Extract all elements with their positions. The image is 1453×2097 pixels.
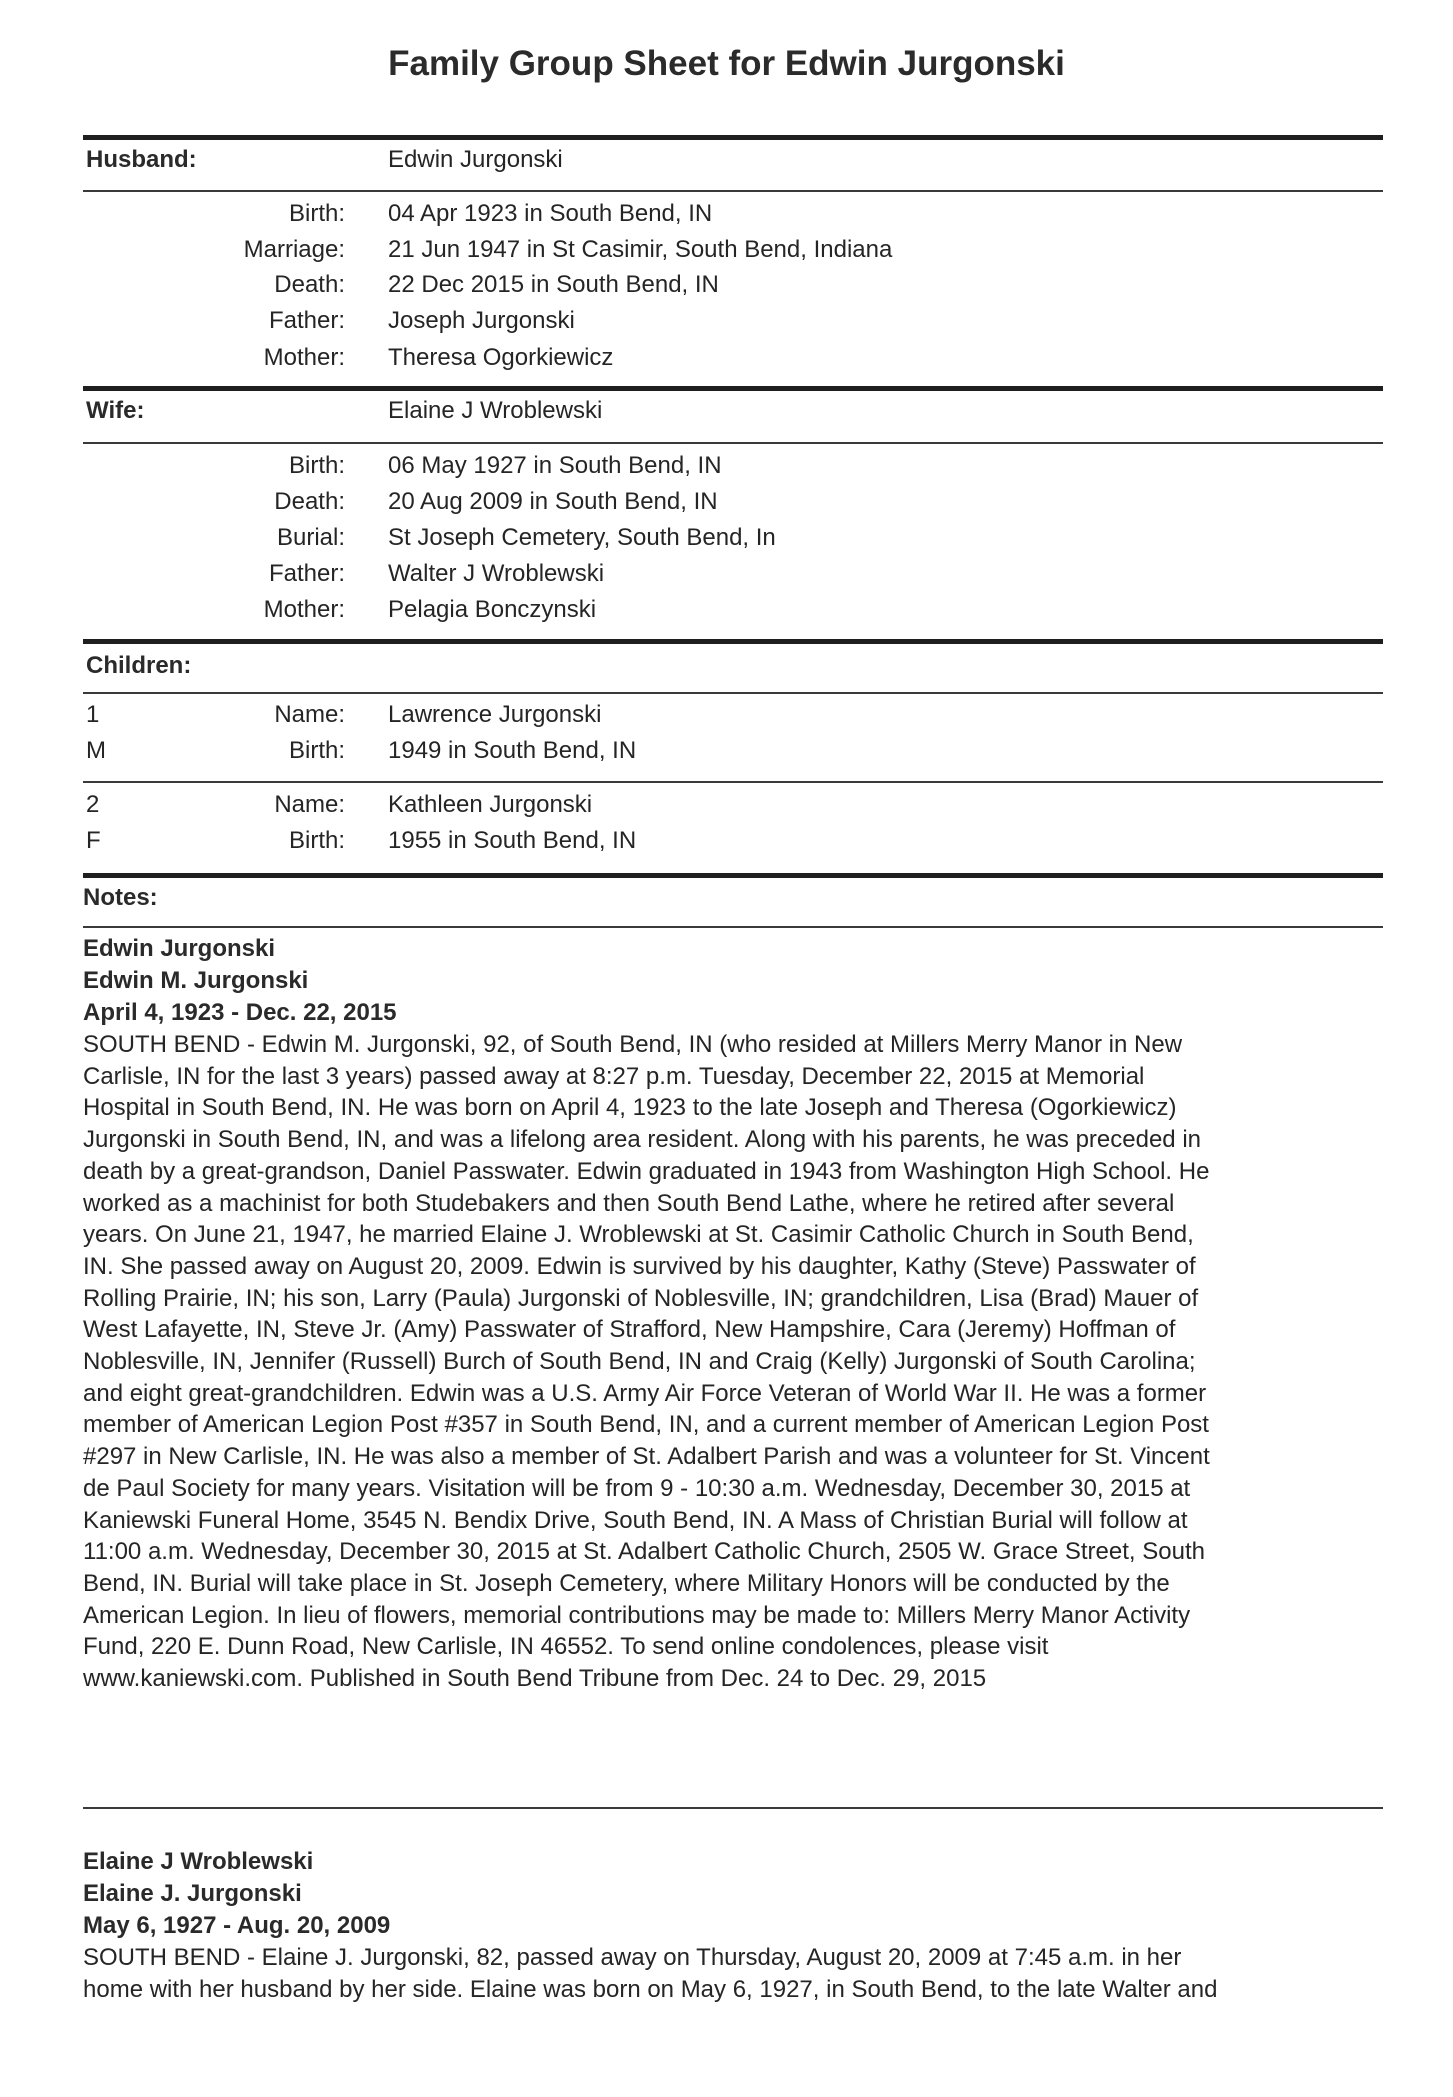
wife-birth-value: 06 May 1927 in South Bend, IN	[388, 452, 722, 479]
wife-mother-label: Mother:	[263, 596, 345, 623]
note-entry	[83, 933, 1393, 1695]
obituary-line: Rolling Prairie, IN; his son, Larry (Paula) Jurgonski of Noblesville, IN; grandchildren, Lisa (Brad) Mauer of	[83, 1284, 1199, 1312]
husband-marriage-value: 21 Jun 1947 in St Casimir, South Bend, Indiana	[388, 236, 893, 263]
obituary-line: Noblesville, IN, Jennifer (Russell) Burch of South Bend, IN and Craig (Kelly) Jurgonski of South Carolina;	[83, 1348, 1196, 1376]
wife-death-label: Death:	[274, 488, 345, 515]
wife-death-value: 20 Aug 2009 in South Bend, IN	[388, 488, 718, 515]
note-divider	[83, 1807, 1383, 1809]
obituary-text	[83, 1942, 1393, 2005]
note-person-name: Edwin Jurgonski	[83, 935, 276, 962]
obituary-line: years. On June 21, 1947, he married Elaine J. Wroblewski at St. Casimir Catholic Church in South Bend,	[83, 1221, 1194, 1249]
section-divider	[83, 873, 1383, 878]
note-dates: May 6, 1927 - Aug. 20, 2009	[83, 1912, 391, 1939]
child-birth: 1949 in South Bend, IN	[388, 737, 637, 764]
obituary-line: SOUTH BEND - Edwin M. Jurgonski, 92, of South Bend, IN (who resided at Millers Merry Manor in New	[83, 1031, 1183, 1058]
obituary-line: www.kaniewski.com. Published in South Bend Tribune from Dec. 24 to Dec. 29, 2015	[83, 1665, 987, 1693]
obituary-line: Hospital in South Bend, IN. He was born on April 4, 1923 to the late Joseph and Theresa (Ogorkiewicz)	[83, 1094, 1177, 1122]
husband-death-value: 22 Dec 2015 in South Bend, IN	[388, 271, 719, 298]
child-number: 1	[86, 701, 100, 728]
husband-father-value: Joseph Jurgonski	[388, 307, 575, 334]
section-divider	[83, 386, 1383, 391]
obituary-line: Carlisle, IN for the last 3 years) passed away at 8:27 p.m. Tuesday, December 22, 2015 at Memorial	[83, 1062, 1145, 1090]
obituary-line: home with her husband by her side. Elaine was born on May 6, 1927, in South Bend, to the late Walter and	[83, 1975, 1218, 2003]
obituary-line: Fund, 220 E. Dunn Road, New Carlisle, IN 46552. To send online condolences, please visit	[83, 1633, 1049, 1661]
wife-name: Elaine J Wroblewski	[388, 397, 603, 424]
obituary-text	[83, 1029, 1393, 1695]
husband-marriage-label: Marriage:	[243, 236, 345, 263]
child-name: Lawrence Jurgonski	[388, 701, 602, 728]
husband-mother-label: Mother:	[263, 344, 345, 371]
notes-header: Notes:	[83, 884, 158, 911]
note-alias: Edwin M. Jurgonski	[83, 967, 309, 994]
wife-father-label: Father:	[268, 560, 345, 587]
note-entry	[83, 1846, 1393, 2005]
husband-birth-label: Birth:	[288, 200, 345, 227]
row-divider	[83, 190, 1383, 192]
obituary-line: SOUTH BEND - Elaine J. Jurgonski, 82, passed away on Thursday, August 20, 2009 at 7:45 a.m. in her	[83, 1944, 1182, 1971]
obituary-line: #297 in New Carlisle, IN. He was also a member of St. Adalbert Parish and was a volunteer for St. Vincent	[83, 1443, 1210, 1471]
child-birth-label: Birth:	[288, 737, 345, 764]
obituary-line: death by a great-grandson, Daniel Passwater. Edwin graduated in 1943 from Washington High School. He	[83, 1157, 1210, 1185]
obituary-line: worked as a machinist for both Studebakers and then South Bend Lathe, where he retired after several	[83, 1189, 1175, 1217]
row-divider	[83, 692, 1383, 694]
children-header: Children:	[86, 652, 192, 679]
husband-header: Husband:	[86, 146, 197, 173]
obituary-line: member of American Legion Post #357 in South Bend, IN, and a current member of American Legion Post	[83, 1411, 1209, 1439]
wife-birth-label: Birth:	[288, 452, 345, 479]
child-sex: M	[86, 737, 106, 764]
husband-birth-value: 04 Apr 1923 in South Bend, IN	[388, 200, 713, 227]
note-dates: April 4, 1923 - Dec. 22, 2015	[83, 999, 397, 1026]
obituary-line: American Legion. In lieu of flowers, memorial contributions may be made to: Millers Merry Manor Activity	[83, 1601, 1191, 1629]
obituary-line: West Lafayette, IN, Steve Jr. (Amy) Passwater of Strafford, New Hampshire, Cara (Jeremy) Hoffman of	[83, 1316, 1176, 1344]
child-number: 2	[86, 791, 100, 818]
child-name-label: Name:	[274, 701, 345, 728]
child-birth: 1955 in South Bend, IN	[388, 827, 637, 854]
wife-burial-value: St Joseph Cemetery, South Bend, In	[388, 524, 776, 551]
husband-father-label: Father:	[268, 307, 345, 334]
obituary-line: Kaniewski Funeral Home, 3545 N. Bendix Drive, South Bend, IN. A Mass of Christian Burial will follow at	[83, 1506, 1188, 1534]
obituary-line: IN. She passed away on August 20, 2009. Edwin is survived by his daughter, Kathy (Steve) Passwater of	[83, 1252, 1196, 1280]
obituary-line: de Paul Society for many years. Visitation will be from 9 - 10:30 a.m. Wednesday, December 30, 2015 at	[83, 1474, 1191, 1502]
row-divider	[83, 442, 1383, 444]
wife-burial-label: Burial:	[276, 524, 345, 551]
section-divider	[83, 135, 1383, 140]
child-name: Kathleen Jurgonski	[388, 791, 593, 818]
obituary-line: and eight great-grandchildren. Edwin was a U.S. Army Air Force Veteran of World War II. He was a former	[83, 1379, 1207, 1407]
note-alias: Elaine J. Jurgonski	[83, 1880, 302, 1907]
husband-mother-value: Theresa Ogorkiewicz	[388, 344, 614, 371]
obituary-line: Bend, IN. Burial will take place in St. Joseph Cemetery, where Military Honors will be conducted by the	[83, 1569, 1170, 1597]
row-divider	[83, 781, 1383, 783]
child-sex: F	[86, 827, 101, 854]
husband-death-label: Death:	[274, 271, 345, 298]
obituary-line: Jurgonski in South Bend, IN, and was a lifelong area resident. Along with his parents, he was preceded in	[83, 1126, 1202, 1154]
husband-name: Edwin Jurgonski	[388, 146, 563, 173]
row-divider	[83, 926, 1383, 928]
wife-header: Wife:	[86, 397, 145, 424]
page-title: Family Group Sheet for Edwin Jurgonski	[388, 44, 1065, 83]
child-birth-label: Birth:	[288, 827, 345, 854]
section-divider	[83, 639, 1383, 644]
wife-mother-value: Pelagia Bonczynski	[388, 596, 597, 623]
child-name-label: Name:	[274, 791, 345, 818]
note-person-name: Elaine J Wroblewski	[83, 1848, 314, 1875]
obituary-line: 11:00 a.m. Wednesday, December 30, 2015 at St. Adalbert Catholic Church, 2505 W. Grace Street, South	[83, 1538, 1205, 1566]
wife-father-value: Walter J Wroblewski	[388, 560, 605, 587]
